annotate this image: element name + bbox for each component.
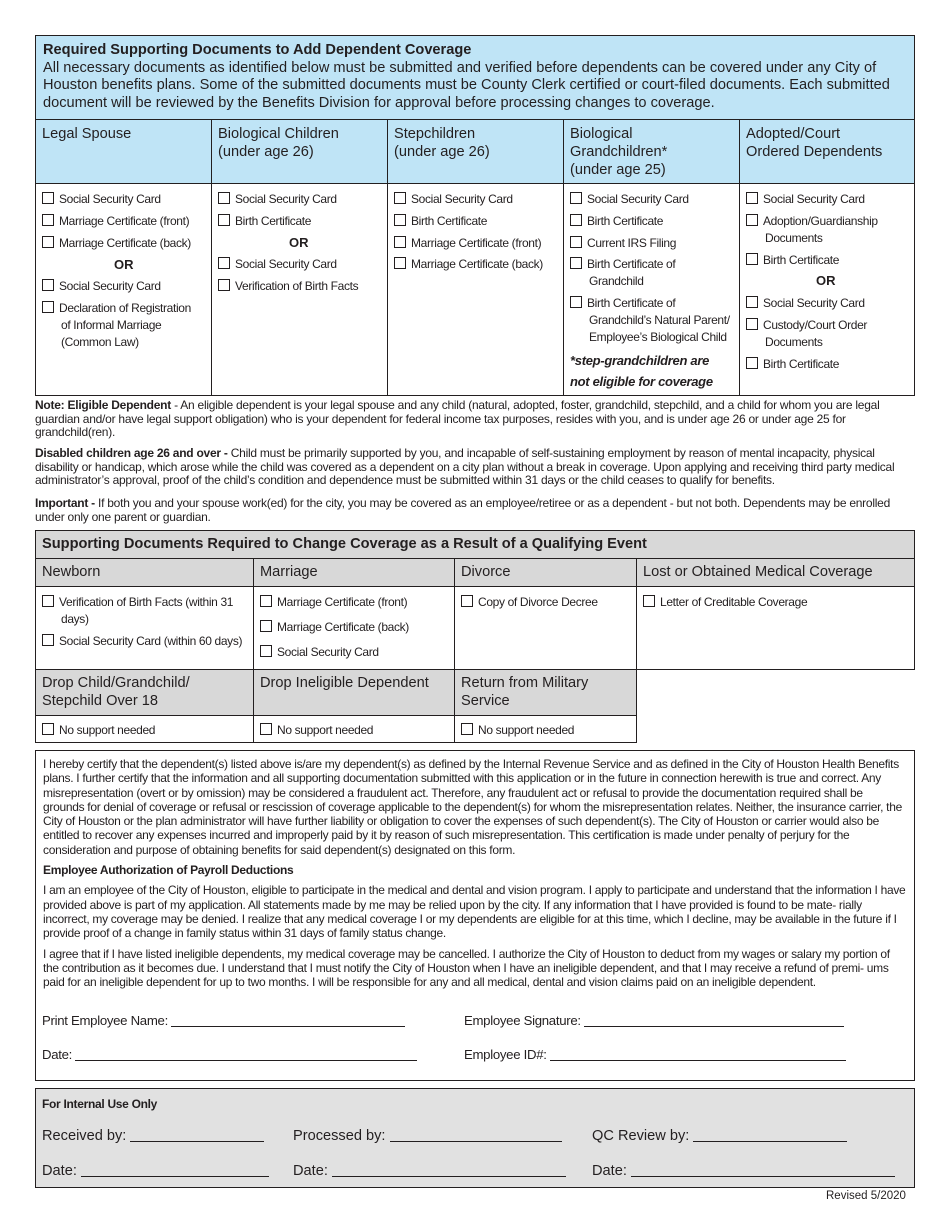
checkbox[interactable] <box>394 192 406 204</box>
print-name-field[interactable]: Print Employee Name: <box>42 1014 405 1028</box>
checkbox-item[interactable]: Birth Certificate <box>218 213 311 230</box>
checkbox[interactable] <box>42 236 54 248</box>
qc-review-field[interactable]: QC Review by: <box>592 1128 847 1144</box>
checkbox[interactable] <box>42 214 54 226</box>
ineligible-paragraph: I agree that if I have listed ineligible dependents, my medical coverage may be cancelled. I authorize the City of Houston to deduct from my wages or salary my portion of the contribution as it becomes due. I understand that I must notify the City of Houston when I have an ineligible dependent, and that I may receive a refund of premi- ums paid for an ineligible dependent for up to two months. I will be responsible for any and all medical, dental and vision claims paid on an ineligible dependent. <box>43 946 890 990</box>
checkbox[interactable] <box>570 192 582 204</box>
eligible-dependent-note: Note: Eligible Dependent - An eligible dependent is your legal spouse and any child (natural, adopted, foster, grandchild, stepchild, and a child for whom you are legal guardian and/or have legal support obligation) who is your dependent for federal income tax purposes, resides with you, and is under age 26 or under age 25 for grandchild(ren). <box>35 398 880 439</box>
checkbox-item[interactable]: Social Security Card <box>218 191 337 208</box>
received-by-field[interactable]: Received by: <box>42 1128 264 1144</box>
checkbox-item[interactable]: Marriage Certificate (back) <box>394 256 543 273</box>
checkbox[interactable] <box>260 723 272 735</box>
marriage-header: Marriage <box>253 558 455 587</box>
checkbox-item[interactable]: Birth Certificate <box>394 213 487 230</box>
legal-spouse-column <box>36 184 211 395</box>
date-line[interactable] <box>75 1060 417 1061</box>
checkbox-item[interactable]: Social Security Card <box>746 191 865 208</box>
internal-date-field[interactable]: Date: <box>592 1163 895 1179</box>
internal-date-field[interactable]: Date: <box>42 1163 269 1179</box>
checkbox-item[interactable]: Marriage Certificate (back) <box>42 235 191 252</box>
lost-coverage-cell <box>636 586 915 670</box>
checkbox[interactable] <box>42 301 54 313</box>
col-header-biological-children: Biological Children (under age 26) <box>212 120 388 184</box>
checkbox-item[interactable]: Marriage Certificate (back) <box>260 619 409 636</box>
internal-use-box <box>35 1088 915 1188</box>
grandchildren-column <box>564 184 739 395</box>
checkbox-item[interactable]: Birth Certificate of Grandchild <box>570 256 675 290</box>
checkbox[interactable] <box>570 257 582 269</box>
received-by-line[interactable] <box>130 1141 264 1142</box>
checkbox-item[interactable]: Social Security Card <box>260 644 379 661</box>
signature-field[interactable]: Employee Signature: <box>464 1014 844 1028</box>
authorization-paragraph: I am an employee of the City of Houston, eligible to participate in the medical and dental and vision program. I apply to participate and understand that the information I have provided above is part of my application. All statements made by me may be relied upon by the city. If any information that I have provided is found to be mate- rially incorrect, my coverage may be denied. I realize that any medical coverage I or my dependents are eligible for at this time, which I decline, may be available in the future if I provide proof of a change in family status within 31 days of family status change. <box>43 883 906 941</box>
checkbox[interactable] <box>42 192 54 204</box>
checkbox-item[interactable]: Custody/Court Order Documents <box>746 317 867 351</box>
qc-review-line[interactable] <box>693 1141 847 1142</box>
checkbox[interactable] <box>643 595 655 607</box>
checkbox[interactable] <box>746 214 758 226</box>
internal-date-line[interactable] <box>81 1176 269 1177</box>
stepchildren-column <box>388 184 563 395</box>
adopted-column <box>740 184 914 395</box>
revised-date: Revised 5/2020 <box>826 1190 906 1202</box>
date-field[interactable]: Date: <box>42 1048 417 1062</box>
military-cell <box>454 715 637 743</box>
drop-ineligible-header: Drop Ineligible Dependent <box>253 669 455 716</box>
checkbox-item[interactable]: No support needed <box>260 722 373 739</box>
checkbox-item[interactable]: Birth Certificate <box>570 213 663 230</box>
drop-child-cell <box>35 715 254 743</box>
certification-paragraph: I hereby certify that the dependent(s) listed above is/are my dependent(s) as defined by the Internal Revenue Service and as defined in the City of Houston Health Benefits plans. I further certify that the information and all supporting documentation submitted with this application or in the future in connection herewith is true and correct. Any misrepresentation (overt or by omission) may be considered a fraudulent act. Therefore, any fraudulent act or refusal to provide the documentation required shall be grounds for denial of coverage or refusal or rescission of coverage applicable to the dependent(s) for whom the misrepresentation relates. Neither, the insurance carrier, the City of Houston or the plan administrator will have further liability or obligation to cover the expenses of such dependent(s). The City of Houston or carrier would also be entitled to recover any expenses incurred and improperly paid by it by reason of such misrepresentation. This certification is made under penalty of perjury for the consideration and purpose of obtaining benefits for said dependent(s) designated on this form. <box>43 757 902 857</box>
checkbox-item[interactable]: Marriage Certificate (front) <box>42 213 189 230</box>
checkbox-item[interactable]: No support needed <box>461 722 574 739</box>
checkbox[interactable] <box>461 595 473 607</box>
important-note: Important - If both you and your spouse work(ed) for the city, you may be covered as an employee/retiree or as a dependent - but not both. Dependents may be enrolled under only one parent or guardian. <box>35 496 891 524</box>
internal-date-field[interactable]: Date: <box>293 1163 566 1179</box>
qualifying-event-title: Supporting Documents Required to Change Coverage as a Result of a Qualifying Event <box>35 530 915 559</box>
checkbox-item[interactable]: Current IRS Filing <box>570 235 676 252</box>
checkbox[interactable] <box>218 257 230 269</box>
drop-child-header: Drop Child/Grandchild/ Stepchild Over 18 <box>35 669 254 716</box>
checkbox[interactable] <box>218 279 230 291</box>
checkbox[interactable] <box>218 192 230 204</box>
checkbox-item[interactable]: Social Security Card <box>394 191 513 208</box>
checkbox[interactable] <box>42 723 54 735</box>
newborn-cell <box>35 586 254 670</box>
checkbox[interactable] <box>260 620 272 632</box>
signature-line[interactable] <box>584 1026 844 1027</box>
checkbox-item[interactable]: Social Security Card <box>218 256 337 273</box>
add-dependent-title: Required Supporting Documents to Add Dependent Coverage <box>43 42 472 58</box>
checkbox[interactable] <box>746 192 758 204</box>
checkbox-item[interactable]: Social Security Card <box>42 278 161 295</box>
checkbox-item[interactable]: Letter of Creditable Coverage <box>643 594 807 611</box>
disabled-children-note: Disabled children age 26 and over - Child must be primarily supported by you, and incapable of self-sustaining employment by reason of mental incapacity, physical disability or handicap, which arose while the child was covered as a dependent on a city plan without a break in coverage. Upon applying and receiving third party medical administrator’s approval, proof of the child’s condition and dependence must be submitted within 31 days or the child ceases to qualify for benefits. <box>35 446 895 487</box>
internal-date-line[interactable] <box>332 1176 566 1177</box>
checkbox-item[interactable]: No support needed <box>42 722 155 739</box>
col-header-stepchildren: Stepchildren (under age 26) <box>388 120 564 184</box>
checkbox-item[interactable]: Verification of Birth Facts (within 31 days) <box>42 594 233 628</box>
marriage-cell <box>253 586 455 670</box>
checkbox-item[interactable]: Copy of Divorce Decree <box>461 594 598 611</box>
checkbox[interactable] <box>746 357 758 369</box>
checkbox[interactable] <box>394 236 406 248</box>
col-header-grandchildren: Biological Grandchildren* (under age 25) <box>564 120 740 184</box>
add-dependent-intro: All necessary documents as identified below must be submitted and verified before dependents can be covered under any City of Houston benefits plans. Some of the submitted documents must be County Clerk certified or court-filed documents. Each submitted document will be reviewed by the Benefits Division for approval before processing changes to coverage. <box>43 59 890 111</box>
checkbox[interactable] <box>260 645 272 657</box>
lost-coverage-header: Lost or Obtained Medical Coverage <box>636 558 915 587</box>
add-dependent-header <box>36 36 914 120</box>
checkbox-item[interactable]: Marriage Certificate (front) <box>260 594 407 611</box>
checkbox[interactable] <box>570 296 582 308</box>
checkbox[interactable] <box>394 214 406 226</box>
certification-box <box>35 750 915 1081</box>
newborn-header: Newborn <box>35 558 254 587</box>
processed-by-field[interactable]: Processed by: <box>293 1128 562 1144</box>
checkbox-item[interactable]: Adoption/Guardianship Documents <box>746 213 878 247</box>
checkbox-item[interactable]: Social Security Card <box>746 295 865 312</box>
military-header: Return from Military Service <box>454 669 637 716</box>
payroll-authorization-title: Employee Authorization of Payroll Deductions <box>43 863 294 878</box>
checkbox[interactable] <box>570 236 582 248</box>
checkbox-item[interactable]: Marriage Certificate (front) <box>394 235 541 252</box>
checkbox-item[interactable]: Birth Certificate of Grandchild’s Natural Parent/ Employee’s Biological Child <box>570 295 730 346</box>
checkbox[interactable] <box>42 595 54 607</box>
divorce-header: Divorce <box>454 558 637 587</box>
checkbox-item[interactable]: Social Security Card <box>42 191 161 208</box>
checkbox[interactable] <box>394 257 406 269</box>
add-dependent-documents-table <box>35 35 915 396</box>
biological-children-column <box>212 184 387 395</box>
or-label: OR <box>289 235 309 250</box>
col-header-adopted: Adopted/Court Ordered Dependents <box>740 120 914 184</box>
processed-by-line[interactable] <box>390 1141 562 1142</box>
drop-ineligible-cell <box>253 715 455 743</box>
checkbox[interactable] <box>218 214 230 226</box>
checkbox-item[interactable]: Social Security Card (within 60 days) <box>42 633 242 650</box>
checkbox-item[interactable]: Birth Certificate <box>746 252 839 269</box>
internal-date-line[interactable] <box>631 1176 895 1177</box>
checkbox[interactable] <box>746 318 758 330</box>
or-label: OR <box>816 273 836 288</box>
employee-id-field[interactable]: Employee ID#: <box>464 1048 846 1062</box>
checkbox[interactable] <box>461 723 473 735</box>
checkbox[interactable] <box>42 634 54 646</box>
print-name-line[interactable] <box>171 1026 405 1027</box>
or-label: OR <box>114 257 134 272</box>
checkbox[interactable] <box>746 296 758 308</box>
internal-use-title: For Internal Use Only <box>42 1097 158 1111</box>
checkbox[interactable] <box>746 253 758 265</box>
checkbox-item[interactable]: Social Security Card <box>570 191 689 208</box>
grandchildren-footnote: *step-grandchildren are not eligible for coverage <box>570 353 713 389</box>
col-header-legal-spouse: Legal Spouse <box>36 120 212 184</box>
checkbox-item[interactable]: Verification of Birth Facts <box>218 278 358 295</box>
checkbox[interactable] <box>42 279 54 291</box>
checkbox-item[interactable]: Declaration of Registration of Informal Marriage (Common Law) <box>42 300 191 351</box>
checkbox[interactable] <box>260 595 272 607</box>
divorce-cell <box>454 586 637 670</box>
checkbox[interactable] <box>570 214 582 226</box>
checkbox-item[interactable]: Birth Certificate <box>746 356 839 373</box>
employee-id-line[interactable] <box>550 1060 846 1061</box>
